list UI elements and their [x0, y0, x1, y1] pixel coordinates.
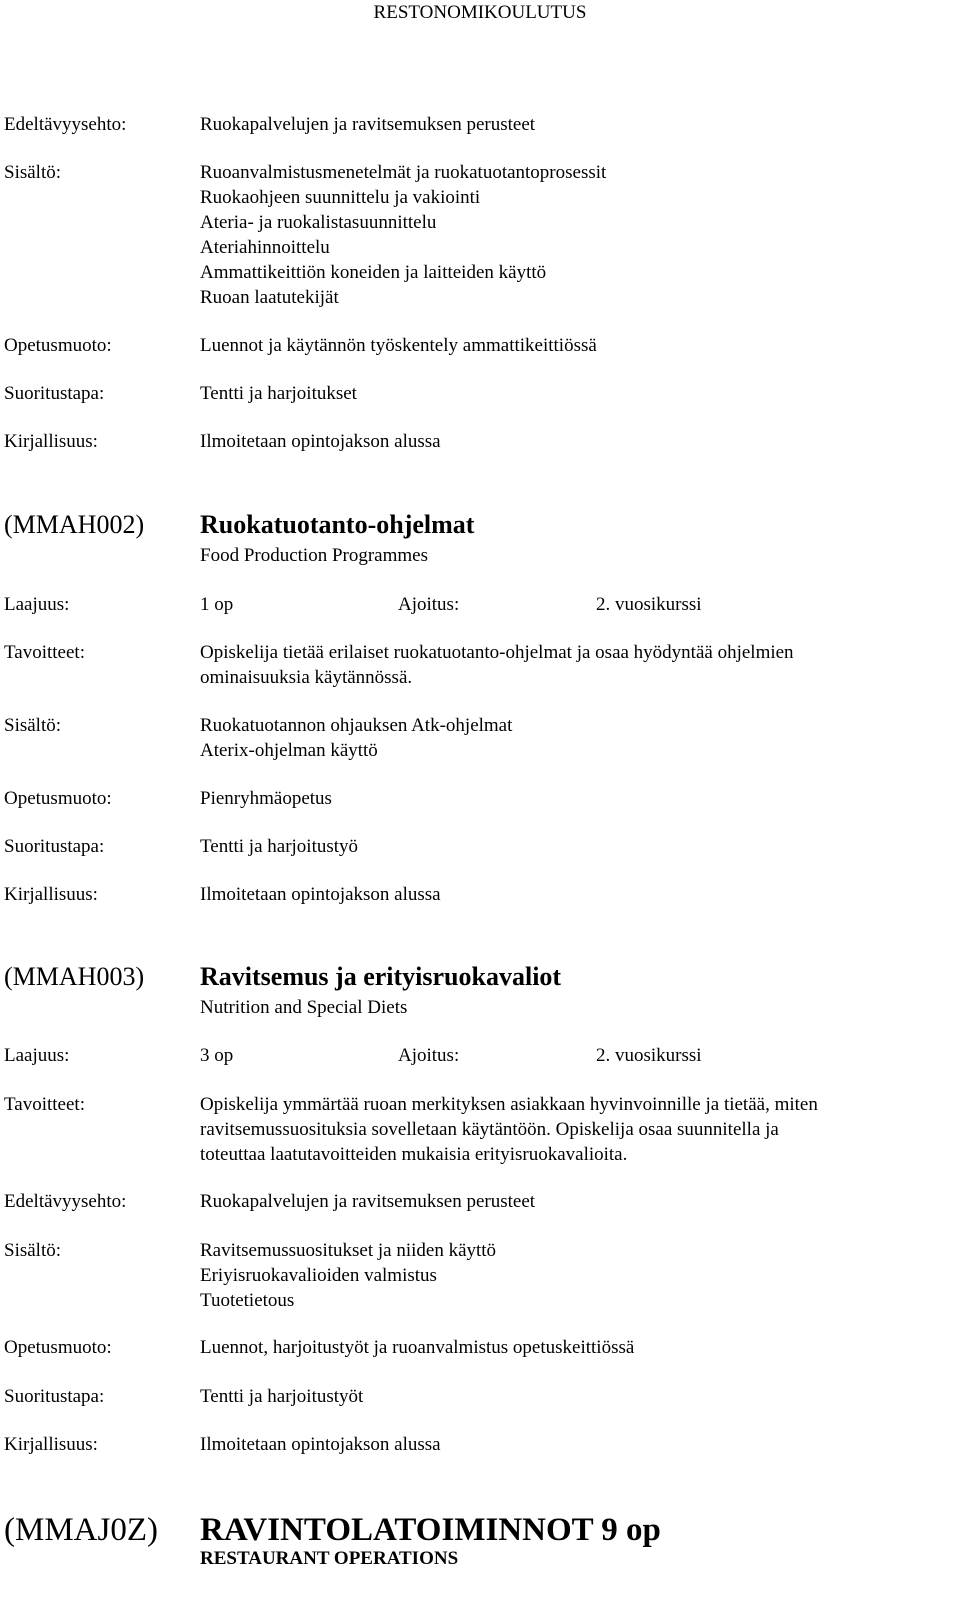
timing-label: Ajoitus: [398, 1045, 460, 1066]
goals-line: Opiskelija tietää erilaiset ruokatuotanto-ohjelmat ja osaa hyödyntää ohjelmien [200, 642, 794, 663]
content-line: Ravitsemussuositukset ja niiden käyttö [200, 1240, 497, 1261]
content-label: Sisältö: [4, 162, 62, 183]
scope-label: Laajuus: [4, 1045, 70, 1066]
content-line: Ammattikeittiön koneiden ja laitteiden käyttö [200, 262, 547, 283]
timing-label: Ajoitus: [398, 594, 460, 615]
method-label: Opetusmuoto: [4, 1337, 112, 1358]
prereq-value: Ruokapalvelujen ja ravitsemuksen perusteet [200, 114, 536, 135]
prereq-label: Edeltävyysehto: [4, 114, 127, 135]
content-label: Sisältö: [4, 715, 62, 736]
method-label: Opetusmuoto: [4, 788, 112, 809]
content-line: Ruokaohjeen suunnittelu ja vakiointi [200, 187, 481, 208]
course-title: RAVINTOLATOIMINNOT 9 op [200, 1512, 661, 1548]
goals-label: Tavoitteet: [4, 642, 85, 663]
course-code: (MMAH003) [4, 962, 145, 991]
timing-value: 2. vuosikurssi [596, 594, 702, 615]
assessment-value: Tentti ja harjoitustyöt [200, 1386, 364, 1407]
course-subtitle: RESTAURANT OPERATIONS [200, 1548, 459, 1569]
prereq-label: Edeltävyysehto: [4, 1191, 127, 1212]
scope-label: Laajuus: [4, 594, 70, 615]
method-value: Pienryhmäopetus [200, 788, 332, 809]
goals-line: ominaisuuksia käytännössä. [200, 667, 413, 688]
literature-label: Kirjallisuus: [4, 884, 98, 905]
goals-line: toteuttaa laatutavoitteiden mukaisia erityisruokavalioita. [200, 1144, 628, 1165]
content-line: Ateriahinnoittelu [200, 237, 330, 258]
prereq-value: Ruokapalvelujen ja ravitsemuksen perusteet [200, 1191, 536, 1212]
assessment-label: Suoritustapa: [4, 836, 105, 857]
assessment-label: Suoritustapa: [4, 1386, 105, 1407]
literature-value: Ilmoitetaan opintojakson alussa [200, 1434, 441, 1455]
assessment-label: Suoritustapa: [4, 383, 105, 404]
timing-value: 2. vuosikurssi [596, 1045, 702, 1066]
goals-line: ravitsemussuosituksia sovelletaan käytäntöön. Opiskelija osaa suunnitella ja [200, 1119, 779, 1140]
content-line: Ruoanvalmistusmenetelmät ja ruokatuotantoprosessit [200, 162, 607, 183]
content-line: Ateria- ja ruokalistasuunnittelu [200, 212, 437, 233]
content-line: Eriyisruokavalioiden valmistus [200, 1265, 437, 1286]
course-subtitle: Food Production Programmes [200, 545, 428, 566]
content-line: Ruoan laatutekijät [200, 287, 339, 308]
method-value: Luennot ja käytännön työskentely ammattikeittiössä [200, 335, 597, 356]
course-subtitle: Nutrition and Special Diets [200, 997, 408, 1018]
assessment-value: Tentti ja harjoitustyö [200, 836, 359, 857]
content-line: Tuotetietous [200, 1290, 295, 1311]
literature-label: Kirjallisuus: [4, 431, 98, 452]
scope-value: 1 op [200, 594, 234, 615]
course-code: (MMAH002) [4, 510, 145, 539]
content-line: Ruokatuotannon ohjauksen Atk-ohjelmat [200, 715, 513, 736]
literature-label: Kirjallisuus: [4, 1434, 98, 1455]
course-code: (MMAJ0Z) [4, 1512, 158, 1548]
course-title: Ravitsemus ja erityisruokavaliot [200, 962, 562, 991]
method-value: Luennot, harjoitustyöt ja ruoanvalmistus opetuskeittiössä [200, 1337, 635, 1358]
goals-line: Opiskelija ymmärtää ruoan merkityksen asiakkaan hyvinvoinnille ja tietää, miten [200, 1094, 818, 1115]
page-header: RESTONOMIKOULUTUS [373, 2, 587, 23]
content-label: Sisältö: [4, 1240, 62, 1261]
content-line: Aterix-ohjelman käyttö [200, 740, 378, 761]
assessment-value: Tentti ja harjoitukset [200, 383, 357, 404]
literature-value: Ilmoitetaan opintojakson alussa [200, 431, 441, 452]
goals-label: Tavoitteet: [4, 1094, 85, 1115]
scope-value: 3 op [200, 1045, 234, 1066]
literature-value: Ilmoitetaan opintojakson alussa [200, 884, 441, 905]
method-label: Opetusmuoto: [4, 335, 112, 356]
course-title: Ruokatuotanto-ohjelmat [200, 510, 475, 539]
